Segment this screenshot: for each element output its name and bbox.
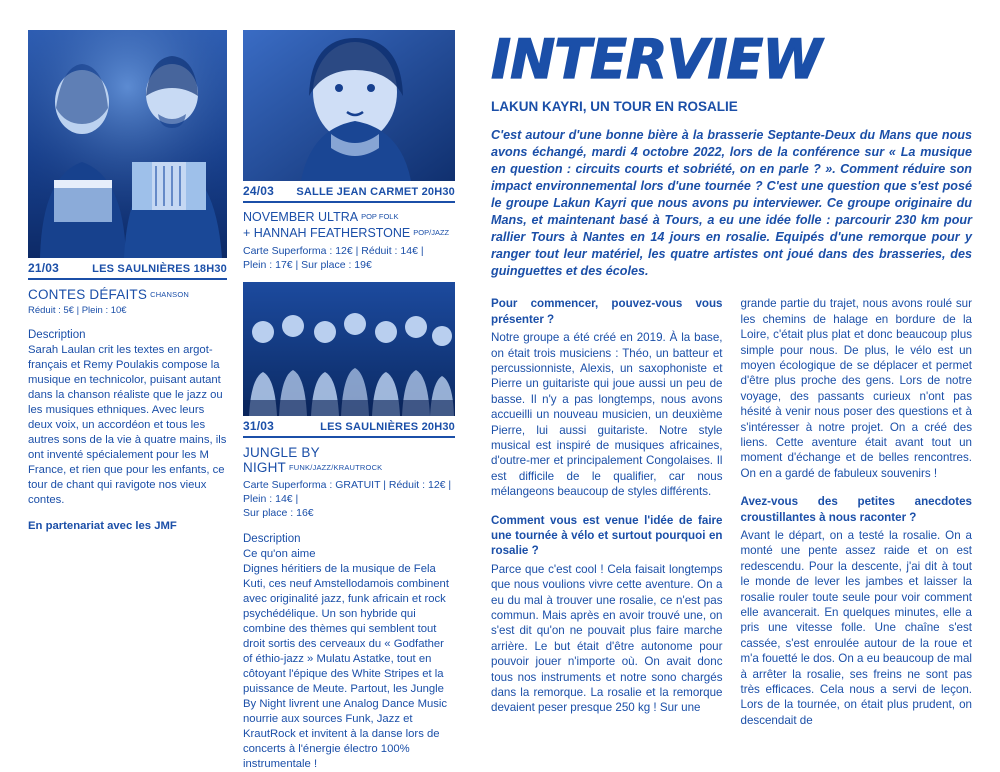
artist-genre: POP/JAZZ <box>413 227 450 237</box>
event-bar-3 <box>243 416 455 438</box>
column-events-middle <box>243 30 473 771</box>
event-title-1 <box>28 287 227 302</box>
interview-intro: C'est autour d'une bonne bière à la brasserie Septante-Deux du Mans que nous avons échangé, mardi 4 octobre 2022, lors de la conférence sur « La musique en question : circuits courts et sobriété, on en parle ? ». Comment réduire son impact environnemental lors d'une tournée ? C'est une question que s'est posé le groupe Lakun Kayri que nous avons pu interviewer. Ce groupe originaire du Mans, et maintenant basé à Tours, a eu une idée folle : parcourir 230 km pour rallier Tours à Nantes en 14 jours en rosalie. Equipés d'une remorque pour y ranger tout leur matériel, les quatre artistes ont joué dans des brasseries, des guinguettes et des écoles. <box>491 128 972 279</box>
event-title-text: CONTES DÉFAITS <box>28 287 148 302</box>
event-title-3 <box>243 445 455 475</box>
event-price-2 <box>243 244 455 272</box>
interview-col-right <box>741 296 973 741</box>
artist-genre: FUNK/JAZZ/KRAUTROCK <box>289 462 383 472</box>
interview-subheading: LAKUN KAYRI, UN TOUR EN ROSALIE <box>491 99 738 115</box>
price-line: Carte Superforma : GRATUIT | Réduit : 12€ | Plein : 14€ | <box>243 478 452 505</box>
interview-answer: Parce que c'est cool ! Cela faisait longtemps que nous voulions vivre cette aventure. On a eu du mal à trouver une rosalie, ce n'est pas commun. Mais après en avoir trouvé une, on s'est dit qu'on ne pouvait plus faire marche arrière. Le but était d'être autonome pour pouvoir jouer n'importe où. On avait donc tous nos instruments et notre sono chargés dans la remorque. La rosalie et la remorque devaient peser presque 250 kg ! Sur une <box>491 562 723 715</box>
interview-answer: Avant le départ, on a testé la rosalie. On a monté une pente assez raide et on est redescendu. Pour la descente, j'ai dit à tout le monde de lever les jambes et laisser la rosalie rouler toute seule pour voir comment elle avancerait. En quelques minutes, elle a pris une vitesse folle. Une chaîne s'est cassée, s'est enroulée autour de la roue et m'a fouetté le dos. On a eu beaucoup de mal à arrêter la rosalie, ses freins ne sont pas très efficaces. Cela nous a servi de leçon. Lors de la tournée, on était plus prudent, on descendait de <box>740 528 972 727</box>
description-intro-2: Ce qu'on aime <box>243 548 316 561</box>
event-price-3 <box>243 478 455 521</box>
artist-name: JUNGLE BY NIGHT <box>243 444 320 475</box>
event-bar-1 <box>28 258 227 280</box>
description-text-1: Sarah Laulan crit les textes en argot-français et Remy Poulakis compose la musique en technicolor, puisant autant dans la chanson réaliste que le jazz ou les musiques ethniques. Avec leurs deux voix, un accordéon et tous les autres sons de la vie à quatre mains, ils ont inventé spécialement pour les M France, et rien que pour les enfants, ce tour de chant qui ravigote nos vieux contes. <box>28 344 227 507</box>
interview-answer-continued: grande partie du trajet, nous avons roulé sur les chemins de halage en bordure de la Loire, c'était plus plat et donc beaucoup plus simple pour nous. De plus, le vélo est un moyen écologique de se déplacer et permet d'être plus proche des gens. Lors de notre voyage, des passants curieux n'ont pas hésité à venir nous poser des questions et à s'intéresser à notre projet. On a créé des liens. Cette aventure était avant tout un moment d'échange et de belles rencontres. On en a gardé de fabuleux souvenirs ! <box>740 297 972 480</box>
description-label-1: Description <box>28 329 86 341</box>
price-line: Carte Superforma : 12€ | Réduit : 14€ | <box>243 245 424 258</box>
event-venue: LES SAULNIÈRES 20H30 <box>320 420 455 433</box>
event-date: 31/03 <box>243 418 275 433</box>
photo-contes-defaits <box>28 30 227 258</box>
event-price-1: Réduit : 5€ | Plein : 10€ <box>28 305 127 316</box>
artist-genre: POP FOLK <box>361 212 399 221</box>
event-date: 21/03 <box>28 261 60 275</box>
event-venue: SALLE JEAN CARMET 20H30 <box>296 186 455 198</box>
price-line: Plein : 17€ | Sur place : 19€ <box>243 259 372 272</box>
event-lineup-2 <box>243 210 455 241</box>
interview-question: Comment vous est venue l'idée de faire une tournée à vélo et surtout pourquoi en rosalie ? <box>491 513 723 558</box>
interview-section <box>473 28 972 727</box>
description-text-2: Dignes héritiers de la musique de Fela Kuti, ces neuf Amstellodamois combinent avec originalité jazz, funk africain et rock psychédélique. Un son hybride qui combine des thèmes qui semblent tout droit sortis des cerveaux du « Godfather of éthio-jazz » Mulatu Astatke, tout en côtoyant l'épique des White Stripes et la puissance de Meute. Partout, les Jungle By Night livrent une Analog Dance Music nourrie aux sources Funk, Jazz et KrautRock et invitent à la danse lors de concerts à l'énergie électro 100% instrumentale ! <box>243 563 449 771</box>
artist-name: NOVEMBER ULTRA <box>243 210 359 224</box>
event-genre: CHANSON <box>150 290 189 299</box>
price-line: Sur place : 16€ <box>243 506 314 519</box>
interview-col-left <box>491 296 723 741</box>
event-date: 24/03 <box>243 184 275 198</box>
column-events-left <box>28 30 243 714</box>
interview-question: Avez-vous des petites anecdotes croustillantes à nous raconter ? <box>740 495 972 524</box>
interview-question: Pour commencer, pouvez-vous vous présenter ? <box>491 297 723 326</box>
photo-jungle-by-night <box>243 282 455 416</box>
event-bar-2 <box>243 181 455 203</box>
event-venue: LES SAULNIÈRES 18H30 <box>92 263 227 275</box>
partner-note: En partenariat avec les JMF <box>28 520 177 533</box>
artist-name: + HANNAH FEATHERSTONE <box>243 225 411 240</box>
interview-body <box>491 296 972 741</box>
interview-heading: INTERVIEW <box>491 28 821 91</box>
interview-answer: Notre groupe a été créé en 2019. À la base, on était trois musiciens : Théo, un batteur et percussionniste, Alexis, un saxophoniste et Pierre un guitariste qui joue aussi un peu de basse. Il n'y a pas longtemps, nous avons accueilli un nouveau musicien, un deuxième Pierre, lui aussi guitariste. Notre style musical est inspiré de musiques africaines, d'outre-mer et principalement Congolaises. Il est difficile de le qualifier, car nous mélangeons beaucoup de styles différents. <box>491 331 723 499</box>
photo-november-ultra <box>243 30 455 181</box>
description-label-2: Description <box>243 533 301 546</box>
